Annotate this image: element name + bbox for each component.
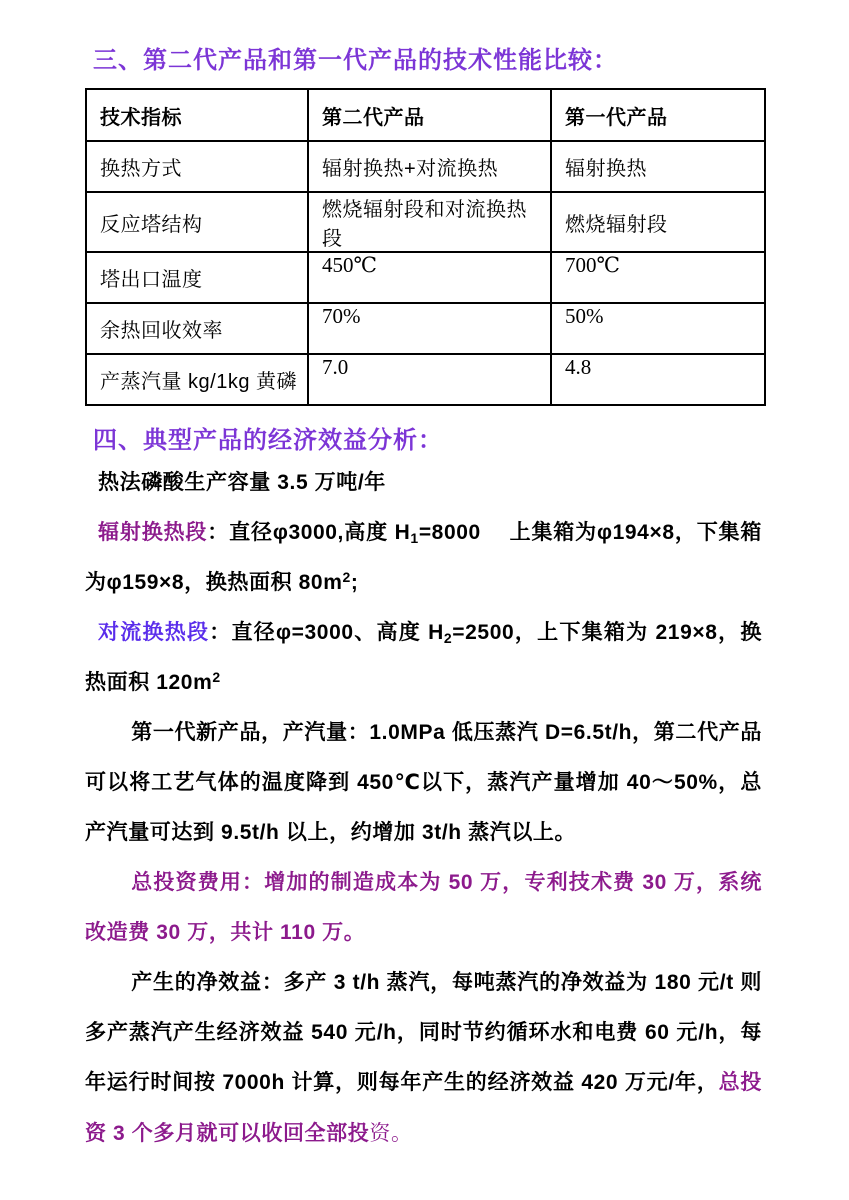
radiant-section-text: ：直径φ3000,高度 H bbox=[207, 521, 411, 544]
radiant-section-label: 辐射换热段 bbox=[98, 521, 208, 544]
gen2-value-cell: 7.0 bbox=[308, 354, 551, 405]
superscript-2: 2 bbox=[212, 669, 221, 685]
gen1-value-cell: 燃烧辐射段 bbox=[551, 192, 765, 252]
investment-cost-paragraph bbox=[85, 858, 762, 958]
table-row bbox=[86, 141, 765, 192]
row-label-cell: 反应塔结构 bbox=[86, 192, 308, 252]
gen2-value-cell: 450℃ bbox=[308, 252, 551, 303]
payback-highlight-text: 总投资 3 个多月就可以收回全部投 bbox=[85, 1071, 762, 1145]
investment-cost-text: 总投资费用：增加的制造成本为 50 万，专利技术费 30 万，系统改造费 30 万，共计 110 万。 bbox=[85, 871, 762, 944]
gen1-value-cell: 50% bbox=[551, 303, 765, 354]
steam-output-text: 第一代新产品，产汽量：1.0MPa 低压蒸汽 D=6.5t/h，第二代产品可以将工艺气体的温度降到 450℃以下，蒸汽产量增加 40～50%，总产汽量可达到 9.5t/h 以上，约增加 3t/h 蒸汽以上。 bbox=[85, 721, 762, 844]
net-benefit-text: 产生的净效益：多产 3 t/h 蒸汽，每吨蒸汽的净效益为 180 元/t 则多产蒸汽产生经济效益 540 元/h，同时节约循环水和电费 60 元/h，每年运行时间按 7000h 计算，则每年产生的经济效益 420 万元/年， bbox=[85, 971, 762, 1094]
gen2-value-cell: 70% bbox=[308, 303, 551, 354]
table-header-row bbox=[86, 89, 765, 141]
payback-tail-text: 资。 bbox=[369, 1121, 413, 1145]
row-label-cell: 塔出口温度 bbox=[86, 252, 308, 303]
gen1-value-cell: 辐射换热 bbox=[551, 141, 765, 192]
capacity-text: 热法磷酸生产容量 3.5 万吨/年 bbox=[98, 471, 386, 494]
subscript-2: 2 bbox=[443, 630, 453, 646]
convection-section-text: =2500，上下集箱为 219×8，换热面积 120m bbox=[85, 621, 762, 694]
radiant-section-paragraph bbox=[85, 508, 762, 608]
section3-heading: 三、第二代产品和第一代产品的技术性能比较： bbox=[93, 48, 618, 74]
row-label-cell: 产蒸汽量 kg/1kg 黄磷 bbox=[86, 354, 308, 405]
radiant-section-text: =8000 上集箱为φ194×8，下集箱为φ159×8，换热面积 80m bbox=[85, 521, 763, 594]
table-header-gen1: 第一代产品 bbox=[551, 89, 765, 141]
steam-output-paragraph bbox=[85, 708, 762, 858]
convection-section-label: 对流换热段 bbox=[98, 621, 210, 644]
convection-section-text: ：直径φ=3000、高度 H bbox=[209, 621, 444, 644]
gen1-value-cell: 700℃ bbox=[551, 252, 765, 303]
comparison-table bbox=[85, 88, 766, 406]
row-label-cell: 余热回收效率 bbox=[86, 303, 308, 354]
row-label-cell: 换热方式 bbox=[86, 141, 308, 192]
convection-section-paragraph bbox=[85, 608, 762, 708]
subscript-1: 1 bbox=[410, 530, 419, 546]
table-row bbox=[86, 354, 765, 405]
net-benefit-paragraph bbox=[85, 958, 762, 1159]
capacity-paragraph bbox=[85, 458, 762, 508]
gen1-value-cell: 4.8 bbox=[551, 354, 765, 405]
table-header-indicator: 技术指标 bbox=[86, 89, 308, 141]
section4-heading: 四、典型产品的经济效益分析： bbox=[93, 428, 443, 454]
superscript-2: 2 bbox=[342, 569, 351, 585]
table-header-gen2: 第二代产品 bbox=[308, 89, 551, 141]
table-row bbox=[86, 252, 765, 303]
gen2-value-cell: 辐射换热+对流换热 bbox=[308, 141, 551, 192]
table-row bbox=[86, 303, 765, 354]
gen2-value-cell: 燃烧辐射段和对流换热段 bbox=[308, 192, 551, 252]
table-row bbox=[86, 192, 765, 252]
radiant-section-text: ; bbox=[350, 571, 359, 594]
